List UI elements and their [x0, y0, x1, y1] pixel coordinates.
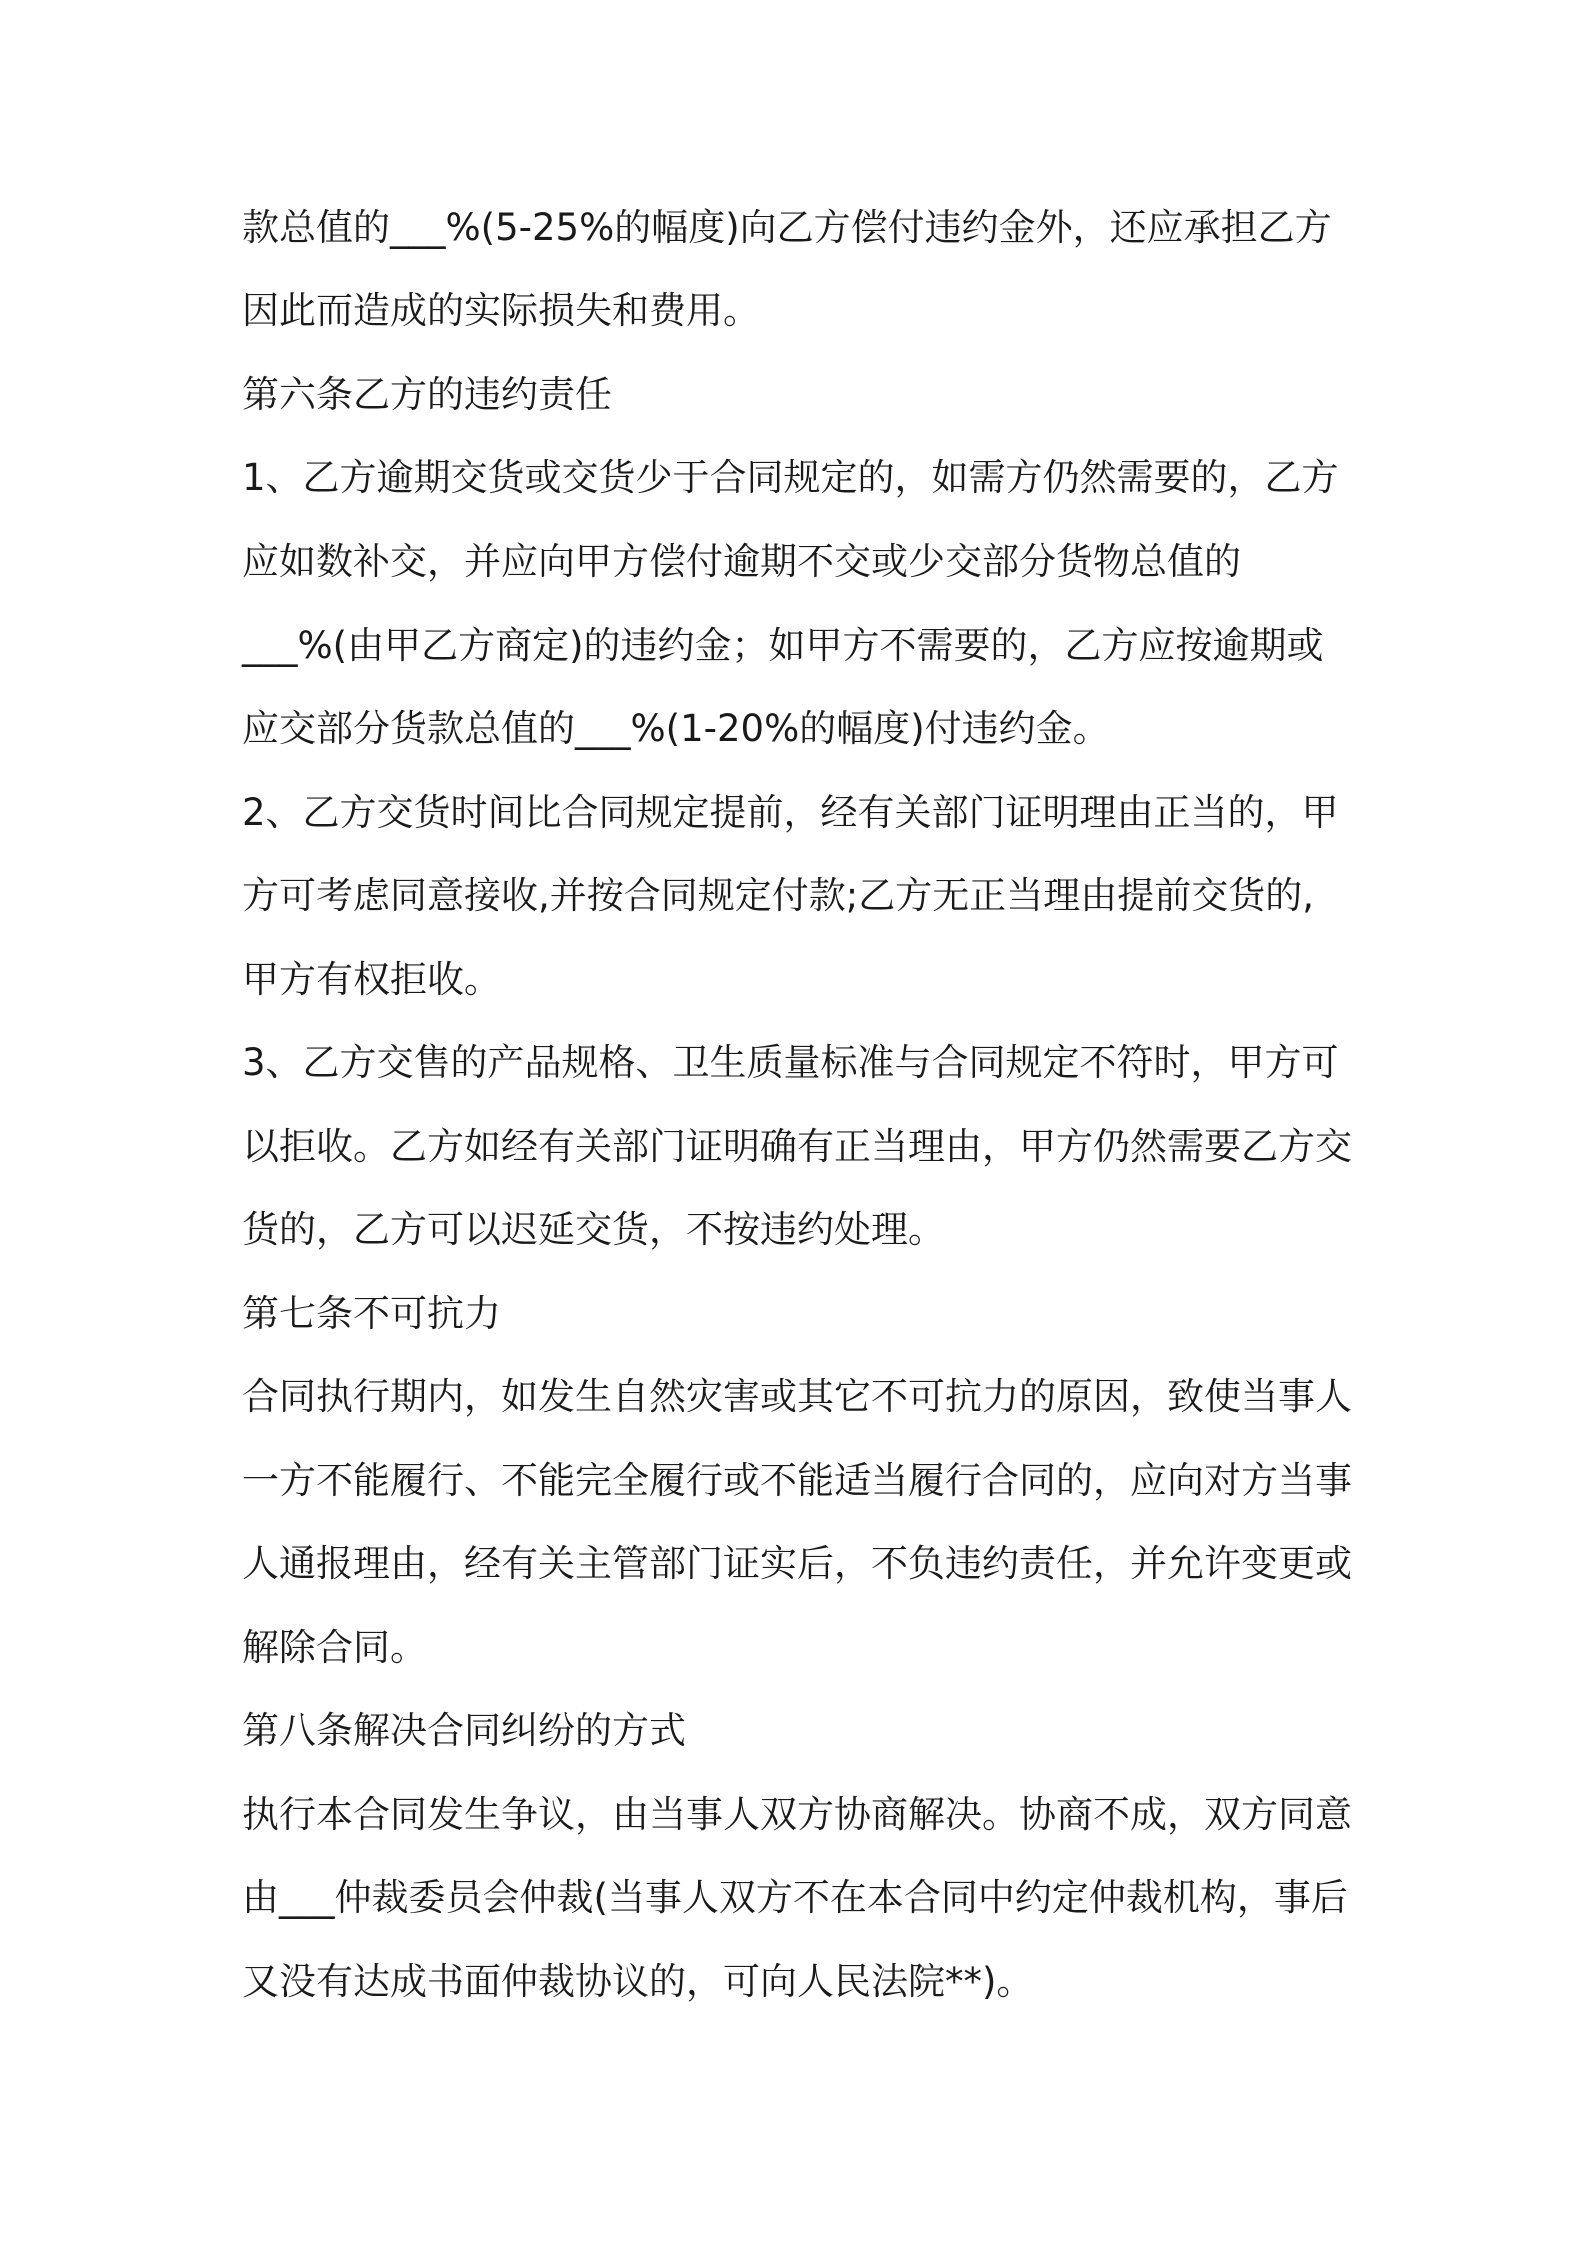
text-line: 1、乙方逾期交货或交货少于合同规定的，如需方仍然需要的，乙方 [242, 456, 1339, 499]
section-heading: 第七条不可抗力 [242, 1292, 501, 1335]
text-line: 执行本合同发生争议，由当事人双方协商解决。协商不成，双方同意 [242, 1793, 1352, 1836]
section-heading: 第六条乙方的违约责任 [242, 373, 612, 416]
text-line: ___%(由甲乙方商定)的违约金；如甲方不需要的，乙方应按逾期或 [242, 624, 1324, 667]
text-line: 以拒收。乙方如经有关部门证明确有正当理由，甲方仍然需要乙方交 [242, 1125, 1352, 1168]
text-line: 货的，乙方可以迟延交货，不按违约处理。 [242, 1208, 945, 1251]
text-line: 又没有达成书面仲裁协议的，可向人民法院**)。 [242, 1960, 1034, 2003]
text-line: 方可考虑同意接收,并按合同规定付款;乙方无正当理由提前交货的, [242, 874, 1314, 917]
text-line: 解除合同。 [242, 1626, 427, 1669]
text-line: 由___仲裁委员会仲裁(当事人双方不在本合同中约定仲裁机构，事后 [242, 1876, 1348, 1919]
text-line: 应交部分货款总值的___%(1-20%的幅度)付违约金。 [242, 707, 1110, 750]
text-line: 2、乙方交货时间比合同规定提前，经有关部门证明理由正当的，甲 [242, 791, 1339, 834]
text-line: 甲方有权拒收。 [242, 958, 501, 1001]
text-line: 应如数补交，并应向甲方偿付逾期不交或少交部分货物总值的 [242, 540, 1241, 583]
text-line: 一方不能履行、不能完全履行或不能适当履行合同的，应向对方当事 [242, 1459, 1352, 1502]
section-heading: 第八条解决合同纠纷的方式 [242, 1709, 686, 1752]
text-line: 款总值的___%(5-25%的幅度)向乙方偿付违约金外，还应承担乙方 [242, 206, 1332, 249]
text-line: 人通报理由，经有关主管部门证实后，不负违约责任，并允许变更或 [242, 1542, 1352, 1585]
text-line: 3、乙方交售的产品规格、卫生质量标准与合同规定不符时，甲方可 [242, 1041, 1339, 1084]
text-line: 因此而造成的实际损失和费用。 [242, 289, 760, 332]
text-line: 合同执行期内，如发生自然灾害或其它不可抗力的原因，致使当事人 [242, 1375, 1352, 1418]
